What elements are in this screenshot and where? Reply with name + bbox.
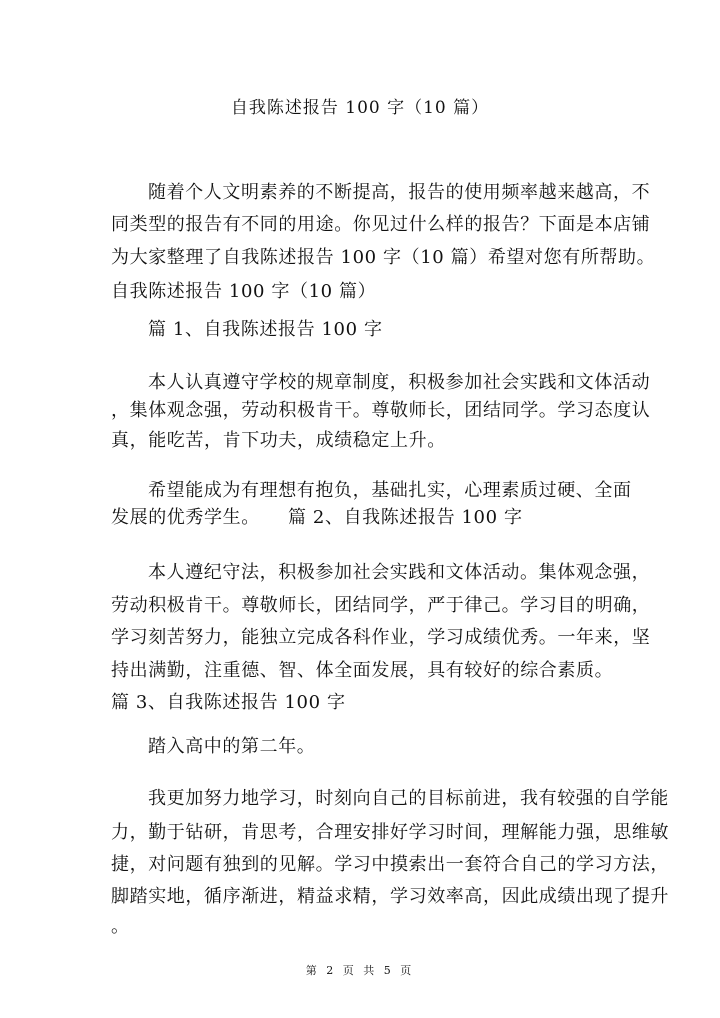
paragraph-line: 力，勤于钻研，肯思考，合理安排好学习时间，理解能力强，思维敏 — [111, 822, 669, 843]
document-title: 自我陈述报告 100 字（10 篇） — [230, 98, 490, 118]
paragraph-line: 脚踏实地，循序渐进，精益求精，学习效率高，因此成绩出现了提升 — [111, 886, 669, 907]
paragraph-line: 同类型的报告有不同的用途。你见过什么样的报告？下面是本店铺 — [111, 214, 651, 235]
section-heading: 篇 3、自我陈述报告 100 字 — [111, 692, 346, 713]
paragraph-line: 学习刻苦努力，能独立完成各科作业，学习成绩优秀。一年来，坚 — [111, 627, 651, 648]
paragraph-line: 我更加努力地学习，时刻向自己的目标前进，我有较强的自学能 — [148, 788, 669, 809]
page-footer: 第 2 页 共 5 页 — [305, 964, 415, 977]
section-heading: 篇 1、自我陈述报告 100 字 — [148, 319, 383, 340]
paragraph-line: 劳动积极肯干。尊敬师长，团结同学，严于律己。学习目的明确， — [111, 595, 651, 616]
paragraph-line: 持出满勤，注重德、智、体全面发展，具有较好的综合素质。 — [111, 660, 614, 681]
paragraph-line: 捷，对问题有独到的见解。学习中摸索出一套符合自己的学习方法， — [111, 854, 669, 875]
paragraph-line: 。 — [111, 916, 130, 937]
paragraph-line: 本人认真遵守学校的规章制度，积极参加社会实践和文体活动 — [148, 372, 651, 393]
paragraph-line: 希望能成为有理想有抱负，基础扎实，心理素质过硬、全面 — [148, 480, 632, 501]
paragraph-line: 真，能吃苦，肯下功夫，成绩稳定上升。 — [111, 430, 446, 451]
paragraph-line: 本人遵纪守法，积极参加社会实践和文体活动。集体观念强， — [148, 562, 651, 583]
paragraph-line: 随着个人文明素养的不断提高，报告的使用频率越来越高，不 — [148, 182, 651, 203]
paragraph-line: ，集体观念强，劳动积极肯干。尊敬师长，团结同学。学习态度认 — [111, 400, 651, 421]
paragraph-line: 发展的优秀学生。 篇 2、自我陈述报告 100 字 — [111, 507, 523, 528]
paragraph-line: 为大家整理了自我陈述报告 100 字（10 篇）希望对您有所帮助。 — [111, 247, 656, 268]
paragraph-line: 踏入高中的第二年。 — [148, 736, 316, 757]
paragraph-line: 自我陈述报告 100 字（10 篇） — [111, 281, 377, 302]
